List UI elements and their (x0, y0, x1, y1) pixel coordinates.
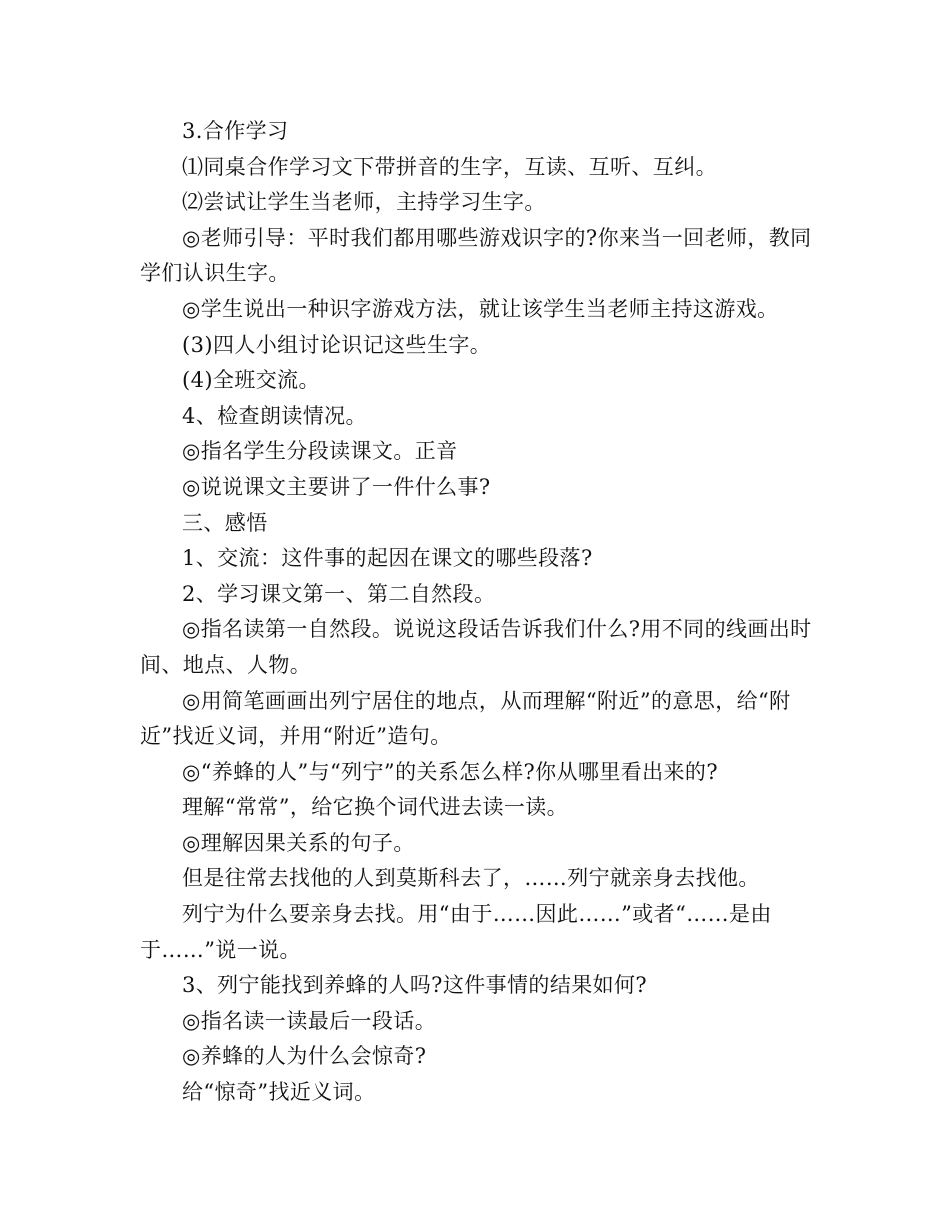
paragraph-exchange-cause: 1、交流：这件事的起因在课文的哪些段落? (182, 546, 593, 571)
paragraph-understand-often: 理解“常常”，给它换个词代进去读一读。 (182, 795, 569, 820)
paragraph-pair-study: ⑴同桌合作学习文下带拼音的生字，互读、互听、互纠。 (182, 154, 717, 179)
paragraph-cooperative-learning-heading: 3.合作学习 (182, 119, 289, 143)
paragraph-teacher-guidance: ◎老师引导：平时我们都用哪些游戏识字的?你来当一回老师，教同学们认识生字。 (140, 225, 812, 286)
paragraph-reading-check: 4、检查朗读情况。 (182, 403, 367, 428)
paragraph-read-first: ◎指名读第一自然段。说说这段话告诉我们什么?用不同的线画出时间、地点、人物。 (140, 617, 812, 677)
paragraph-main-idea: ◎说说课文主要讲了一件什么事? (182, 474, 491, 499)
paragraph-section-three-heading: 三、感悟 (182, 510, 268, 535)
paragraph-cause-effect: ◎理解因果关系的句子。 (182, 830, 415, 855)
paragraph-draw-location: ◎用简笔画画出列宁居住的地点，从而理解“附近”的意思，给“附近”找近义词，并用“附近”造句。 (140, 688, 791, 749)
paragraph-study-first-second: 2、学习课文第一、第二自然段。 (182, 581, 496, 606)
paragraph-student-as-teacher: ⑵尝试让学生当老师，主持学习生字。 (182, 190, 546, 215)
document-body (140, 114, 815, 1111)
paragraph-game-method: ◎学生说出一种识字游戏方法，就让该学生当老师主持这游戏。 (182, 296, 779, 321)
paragraph-class-exchange: (4)全班交流。 (182, 368, 320, 393)
paragraph-why-surprised: ◎养蜂的人为什么会惊奇? (182, 1044, 427, 1069)
paragraph-group-discussion: (3)四人小组讨论识记这些生字。 (182, 332, 492, 357)
paragraph-why-personally: 列宁为什么要亲身去找。用“由于……因此……”或者“……是由于……”说一说。 (140, 902, 772, 962)
paragraph-section-reading: ◎指名学生分段读课文。正音 (182, 439, 458, 464)
paragraph-result-question: 3、列宁能找到养蜂的人吗?这件事情的结果如何? (182, 973, 648, 998)
paragraph-read-last: ◎指名读一读最后一段话。 (182, 1008, 437, 1033)
paragraph-quote-sentence: 但是往常去找他的人到莫斯科去了，……列宁就亲身去找他。 (182, 866, 760, 891)
paragraph-relationship: ◎“养蜂的人”与“列宁”的关系怎么样?你从哪里看出来的? (182, 759, 718, 784)
paragraph-synonym-surprised: 给“惊奇”找近义词。 (182, 1080, 376, 1105)
